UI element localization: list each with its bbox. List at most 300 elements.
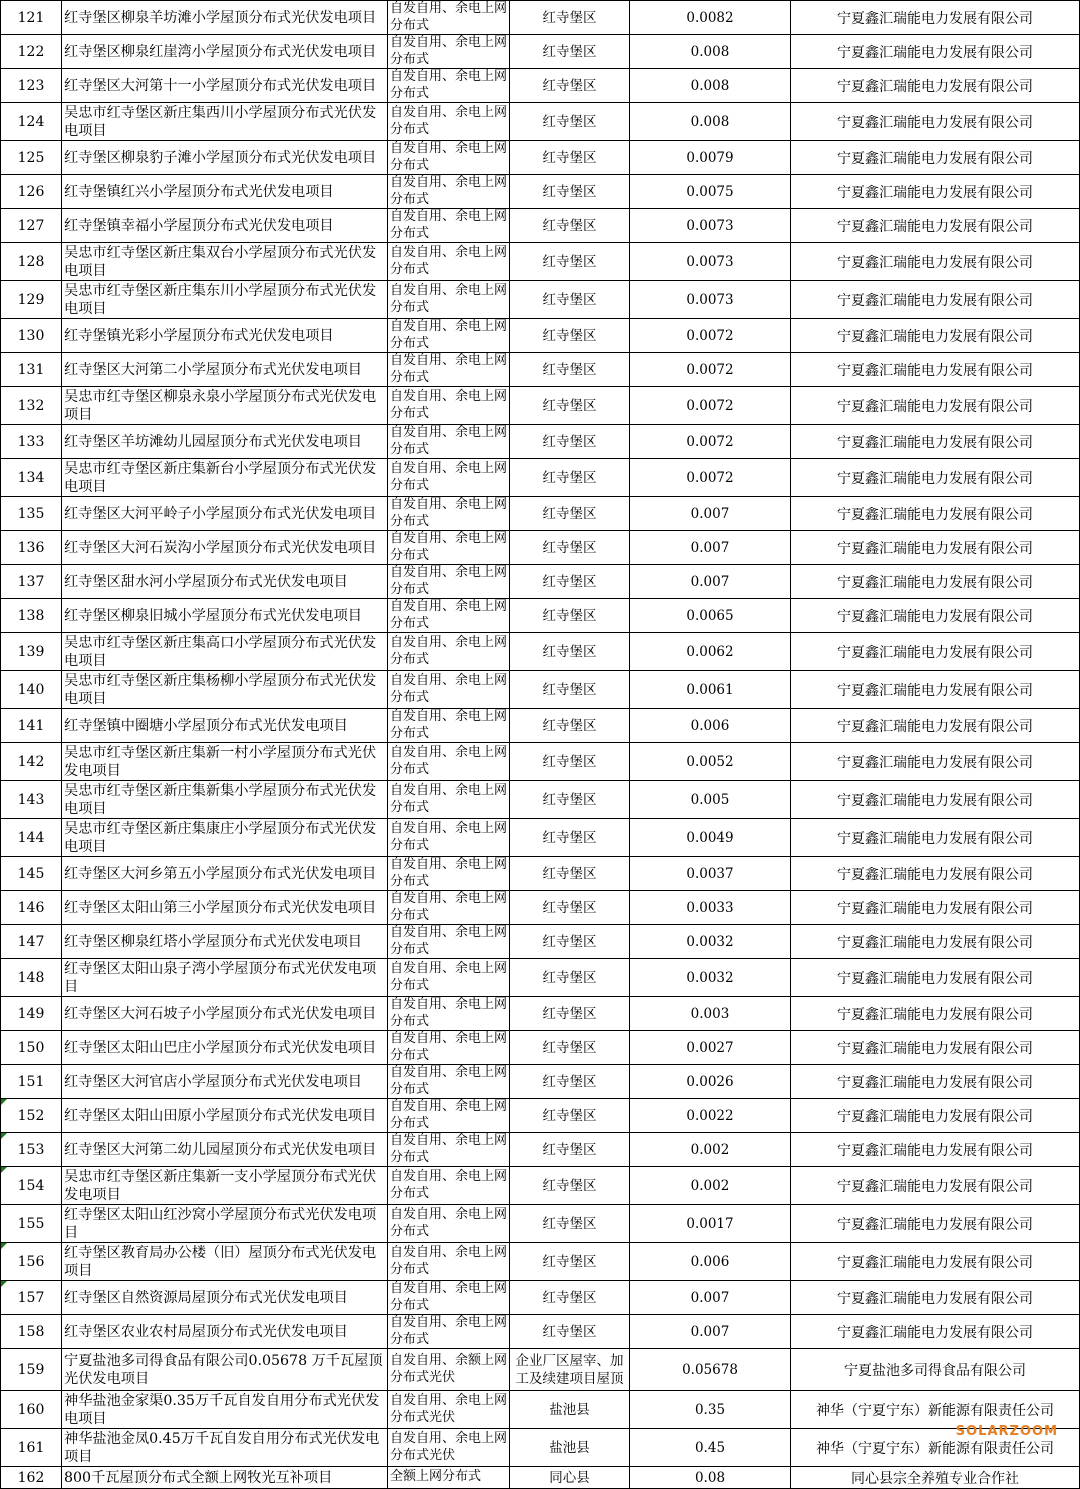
- location-cell: 红寺堡区: [510, 709, 630, 743]
- project-name-cell: 红寺堡区教育局办公楼（旧）屋顶分布式光伏发电项目: [62, 1243, 388, 1281]
- table-row: [1, 1099, 1080, 1133]
- location-cell: 红寺堡区: [510, 1281, 630, 1315]
- row-number-cell: 138: [1, 599, 62, 633]
- project-name-cell: 红寺堡区羊坊滩幼儿园屋顶分布式光伏发电项目: [62, 425, 388, 459]
- cell-marker-icon: [1, 1099, 7, 1105]
- connection-mode-cell: 自发自用、余电上网分布式: [388, 1167, 510, 1205]
- connection-mode-cell: 自发自用、余电上网分布式: [388, 459, 510, 497]
- company-cell: 宁夏鑫汇瑞能电力发展有限公司: [791, 319, 1080, 353]
- location-cell: 红寺堡区: [510, 459, 630, 497]
- row-number-cell: 135: [1, 497, 62, 531]
- table-row: [1, 743, 1080, 781]
- row-number-cell: 149: [1, 997, 62, 1031]
- project-name-cell: 红寺堡区太阳山巴庄小学屋顶分布式光伏发电项目: [62, 1031, 388, 1065]
- project-name-cell: 吴忠市红寺堡区新庄集高口小学屋顶分布式光伏发电项目: [62, 633, 388, 671]
- table-row: [1, 69, 1080, 103]
- company-cell: 宁夏鑫汇瑞能电力发展有限公司: [791, 1, 1080, 35]
- table-row: [1, 103, 1080, 141]
- capacity-cell: 0.006: [630, 1243, 791, 1281]
- connection-mode-cell: 自发自用、余电上网分布式: [388, 671, 510, 709]
- location-cell: 红寺堡区: [510, 103, 630, 141]
- table-row: [1, 1031, 1080, 1065]
- row-number-cell: 137: [1, 565, 62, 599]
- connection-mode-cell: 自发自用、余电上网分布式: [388, 891, 510, 925]
- location-cell: 红寺堡区: [510, 531, 630, 565]
- connection-mode-cell: 自发自用、余电上网分布式: [388, 531, 510, 565]
- location-cell: 红寺堡区: [510, 35, 630, 69]
- connection-mode-cell: 自发自用、余电上网分布式: [388, 497, 510, 531]
- table-row: [1, 959, 1080, 997]
- company-cell: 宁夏盐池多司得食品有限公司: [791, 1349, 1080, 1391]
- capacity-cell: 0.0017: [630, 1205, 791, 1243]
- company-cell: 宁夏鑫汇瑞能电力发展有限公司: [791, 175, 1080, 209]
- capacity-cell: 0.0073: [630, 243, 791, 281]
- company-cell: 宁夏鑫汇瑞能电力发展有限公司: [791, 1205, 1080, 1243]
- capacity-cell: 0.0072: [630, 459, 791, 497]
- capacity-cell: 0.007: [630, 1315, 791, 1349]
- company-cell: 宁夏鑫汇瑞能电力发展有限公司: [791, 497, 1080, 531]
- connection-mode-cell: 自发自用、余电上网分布式: [388, 857, 510, 891]
- connection-mode-cell: 自发自用、余电上网分布式: [388, 209, 510, 243]
- connection-mode-cell: 自发自用、余电上网分布式: [388, 565, 510, 599]
- capacity-cell: 0.0075: [630, 175, 791, 209]
- location-cell: 红寺堡区: [510, 1065, 630, 1099]
- project-name-cell: 吴忠市红寺堡区新庄集新集小学屋顶分布式光伏发电项目: [62, 781, 388, 819]
- company-cell: 宁夏鑫汇瑞能电力发展有限公司: [791, 671, 1080, 709]
- company-cell: 宁夏鑫汇瑞能电力发展有限公司: [791, 103, 1080, 141]
- connection-mode-cell: 自发自用、余电上网分布式: [388, 1281, 510, 1315]
- company-cell: 宁夏鑫汇瑞能电力发展有限公司: [791, 387, 1080, 425]
- company-cell: 宁夏鑫汇瑞能电力发展有限公司: [791, 709, 1080, 743]
- location-cell: 红寺堡区: [510, 633, 630, 671]
- connection-mode-cell: 自发自用、余电上网分布式: [388, 141, 510, 175]
- project-name-cell: 吴忠市红寺堡区新庄集康庄小学屋顶分布式光伏发电项目: [62, 819, 388, 857]
- project-name-cell: 吴忠市红寺堡区新庄集双台小学屋顶分布式光伏发电项目: [62, 243, 388, 281]
- row-number-cell: 131: [1, 353, 62, 387]
- connection-mode-cell: 自发自用、余电上网分布式: [388, 103, 510, 141]
- table-row: [1, 1243, 1080, 1281]
- location-cell: 红寺堡区: [510, 565, 630, 599]
- location-cell: 红寺堡区: [510, 69, 630, 103]
- row-number-cell: 160: [1, 1391, 62, 1429]
- company-cell: 宁夏鑫汇瑞能电力发展有限公司: [791, 69, 1080, 103]
- location-cell: 红寺堡区: [510, 743, 630, 781]
- project-name-cell: 红寺堡区太阳山泉子湾小学屋顶分布式光伏发电项目: [62, 959, 388, 997]
- connection-mode-cell: 自发自用、余电上网分布式: [388, 1099, 510, 1133]
- project-name-cell: 吴忠市红寺堡区新庄集新一支小学屋顶分布式光伏发电项目: [62, 1167, 388, 1205]
- capacity-cell: 0.0072: [630, 387, 791, 425]
- row-number-cell: 127: [1, 209, 62, 243]
- table-row: [1, 891, 1080, 925]
- company-cell: 宁夏鑫汇瑞能电力发展有限公司: [791, 959, 1080, 997]
- project-name-cell: 宁夏盐池多司得食品有限公司0.05678 万千瓦屋顶光伏发电项目: [62, 1349, 388, 1391]
- row-number-cell: 155: [1, 1205, 62, 1243]
- capacity-cell: 0.006: [630, 709, 791, 743]
- table-row: [1, 1391, 1080, 1429]
- project-name-cell: 红寺堡区太阳山田原小学屋顶分布式光伏发电项目: [62, 1099, 388, 1133]
- row-number-cell: 140: [1, 671, 62, 709]
- project-name-cell: 红寺堡区柳泉旧城小学屋顶分布式光伏发电项目: [62, 599, 388, 633]
- capacity-cell: 0.008: [630, 69, 791, 103]
- row-number-cell: 125: [1, 141, 62, 175]
- capacity-cell: 0.0026: [630, 1065, 791, 1099]
- row-number-cell: 148: [1, 959, 62, 997]
- company-cell: 宁夏鑫汇瑞能电力发展有限公司: [791, 281, 1080, 319]
- row-number-cell: 130: [1, 319, 62, 353]
- location-cell: 红寺堡区: [510, 1243, 630, 1281]
- project-name-cell: 吴忠市红寺堡区新庄集新台小学屋顶分布式光伏发电项目: [62, 459, 388, 497]
- table-row: [1, 281, 1080, 319]
- project-name-cell: 红寺堡区大河石坡子小学屋顶分布式光伏发电项目: [62, 997, 388, 1031]
- table-row: [1, 857, 1080, 891]
- capacity-cell: 0.08: [630, 1467, 791, 1489]
- row-number-cell: 126: [1, 175, 62, 209]
- capacity-cell: 0.007: [630, 497, 791, 531]
- cell-marker-icon: [1, 1243, 7, 1249]
- company-cell: 宁夏鑫汇瑞能电力发展有限公司: [791, 209, 1080, 243]
- capacity-cell: 0.008: [630, 35, 791, 69]
- row-number-cell: 150: [1, 1031, 62, 1065]
- row-number-cell: 161: [1, 1429, 62, 1467]
- location-cell: 红寺堡区: [510, 425, 630, 459]
- company-cell: 宁夏鑫汇瑞能电力发展有限公司: [791, 1315, 1080, 1349]
- project-name-cell: 吴忠市红寺堡区新庄集西川小学屋顶分布式光伏发电项目: [62, 103, 388, 141]
- project-name-cell: 红寺堡区大河官店小学屋顶分布式光伏发电项目: [62, 1065, 388, 1099]
- table-row: [1, 1133, 1080, 1167]
- table-row: [1, 925, 1080, 959]
- company-cell: 宁夏鑫汇瑞能电力发展有限公司: [791, 1031, 1080, 1065]
- capacity-cell: 0.0032: [630, 959, 791, 997]
- location-cell: 红寺堡区: [510, 599, 630, 633]
- table-row: [1, 175, 1080, 209]
- project-name-cell: 吴忠市红寺堡区新庄集东川小学屋顶分布式光伏发电项目: [62, 281, 388, 319]
- connection-mode-cell: 自发自用、余电上网分布式: [388, 175, 510, 209]
- cell-marker-icon: [1, 1167, 7, 1173]
- table-row: [1, 565, 1080, 599]
- company-cell: 宁夏鑫汇瑞能电力发展有限公司: [791, 1065, 1080, 1099]
- table-row: [1, 35, 1080, 69]
- table-row: [1, 819, 1080, 857]
- location-cell: 红寺堡区: [510, 857, 630, 891]
- connection-mode-cell: 自发自用、余电上网分布式: [388, 319, 510, 353]
- row-number-cell: 133: [1, 425, 62, 459]
- capacity-cell: 0.0022: [630, 1099, 791, 1133]
- row-number-cell: 139: [1, 633, 62, 671]
- location-cell: 红寺堡区: [510, 175, 630, 209]
- project-name-cell: 红寺堡区大河第二幼儿园屋顶分布式光伏发电项目: [62, 1133, 388, 1167]
- company-cell: 宁夏鑫汇瑞能电力发展有限公司: [791, 531, 1080, 565]
- table-row: [1, 531, 1080, 565]
- capacity-cell: 0.45: [630, 1429, 791, 1467]
- capacity-cell: 0.0082: [630, 1, 791, 35]
- location-cell: 红寺堡区: [510, 819, 630, 857]
- capacity-cell: 0.005: [630, 781, 791, 819]
- row-number-cell: 158: [1, 1315, 62, 1349]
- project-name-cell: 红寺堡镇中圈塘小学屋顶分布式光伏发电项目: [62, 709, 388, 743]
- capacity-cell: 0.0062: [630, 633, 791, 671]
- location-cell: 红寺堡区: [510, 319, 630, 353]
- location-cell: 红寺堡区: [510, 1031, 630, 1065]
- location-cell: 红寺堡区: [510, 209, 630, 243]
- project-name-cell: 红寺堡区甜水河小学屋顶分布式光伏发电项目: [62, 565, 388, 599]
- row-number-cell: 146: [1, 891, 62, 925]
- location-cell: 红寺堡区: [510, 671, 630, 709]
- company-cell: 宁夏鑫汇瑞能电力发展有限公司: [791, 565, 1080, 599]
- table-row: [1, 997, 1080, 1031]
- capacity-cell: 0.0072: [630, 353, 791, 387]
- connection-mode-cell: 自发自用、余额上网分布式光伏: [388, 1349, 510, 1391]
- watermark-logo: SOLARZOOM: [955, 1424, 1058, 1439]
- table-row: [1, 459, 1080, 497]
- project-name-cell: 红寺堡区柳泉羊坊滩小学屋顶分布式光伏发电项目: [62, 1, 388, 35]
- capacity-cell: 0.05678: [630, 1349, 791, 1391]
- table-row: [1, 599, 1080, 633]
- project-name-cell: 吴忠市红寺堡区柳泉永泉小学屋顶分布式光伏发电项目: [62, 387, 388, 425]
- connection-mode-cell: 自发自用、余电上网分布式: [388, 743, 510, 781]
- capacity-cell: 0.0033: [630, 891, 791, 925]
- row-number-cell: 141: [1, 709, 62, 743]
- company-cell: 宁夏鑫汇瑞能电力发展有限公司: [791, 1167, 1080, 1205]
- table-row: [1, 781, 1080, 819]
- capacity-cell: 0.0073: [630, 281, 791, 319]
- connection-mode-cell: 自发自用、余电上网分布式: [388, 925, 510, 959]
- table-row: [1, 141, 1080, 175]
- row-number-cell: 156: [1, 1243, 62, 1281]
- company-cell: 宁夏鑫汇瑞能电力发展有限公司: [791, 925, 1080, 959]
- row-number-cell: 142: [1, 743, 62, 781]
- table-row: [1, 1, 1080, 35]
- row-number-cell: 128: [1, 243, 62, 281]
- table-row: [1, 1429, 1080, 1467]
- location-cell: 红寺堡区: [510, 243, 630, 281]
- table-row: [1, 209, 1080, 243]
- row-number-cell: 152: [1, 1099, 62, 1133]
- connection-mode-cell: 自发自用、余电上网分布式: [388, 243, 510, 281]
- table-row: [1, 243, 1080, 281]
- connection-mode-cell: 自发自用、余电上网分布式: [388, 599, 510, 633]
- capacity-cell: 0.0052: [630, 743, 791, 781]
- company-cell: 宁夏鑫汇瑞能电力发展有限公司: [791, 1099, 1080, 1133]
- company-cell: 宁夏鑫汇瑞能电力发展有限公司: [791, 1281, 1080, 1315]
- company-cell: 宁夏鑫汇瑞能电力发展有限公司: [791, 819, 1080, 857]
- project-name-cell: 红寺堡区大河平岭子小学屋顶分布式光伏发电项目: [62, 497, 388, 531]
- project-name-cell: 红寺堡区大河石炭沟小学屋顶分布式光伏发电项目: [62, 531, 388, 565]
- company-cell: 宁夏鑫汇瑞能电力发展有限公司: [791, 633, 1080, 671]
- company-cell: 宁夏鑫汇瑞能电力发展有限公司: [791, 857, 1080, 891]
- connection-mode-cell: 自发自用、余电上网分布式: [388, 35, 510, 69]
- connection-mode-cell: 自发自用、余电上网分布式: [388, 633, 510, 671]
- project-name-cell: 红寺堡区大河乡第五小学屋顶分布式光伏发电项目: [62, 857, 388, 891]
- capacity-cell: 0.0037: [630, 857, 791, 891]
- capacity-cell: 0.008: [630, 103, 791, 141]
- connection-mode-cell: 自发自用、余电上网分布式: [388, 69, 510, 103]
- connection-mode-cell: 自发自用、余电上网分布式光伏: [388, 1429, 510, 1467]
- connection-mode-cell: 全额上网分布式: [388, 1467, 510, 1489]
- company-cell: 宁夏鑫汇瑞能电力发展有限公司: [791, 891, 1080, 925]
- company-cell: 宁夏鑫汇瑞能电力发展有限公司: [791, 1133, 1080, 1167]
- company-cell: 宁夏鑫汇瑞能电力发展有限公司: [791, 743, 1080, 781]
- connection-mode-cell: 自发自用、余电上网分布式: [388, 387, 510, 425]
- capacity-cell: 0.0072: [630, 319, 791, 353]
- company-cell: 宁夏鑫汇瑞能电力发展有限公司: [791, 459, 1080, 497]
- capacity-cell: 0.0049: [630, 819, 791, 857]
- location-cell: 红寺堡区: [510, 925, 630, 959]
- company-cell: 神华（宁夏宁东）新能源有限责任公司: [791, 1429, 1080, 1467]
- connection-mode-cell: 自发自用、余电上网分布式: [388, 353, 510, 387]
- capacity-cell: 0.0065: [630, 599, 791, 633]
- capacity-cell: 0.0072: [630, 425, 791, 459]
- company-cell: 宁夏鑫汇瑞能电力发展有限公司: [791, 1243, 1080, 1281]
- row-number-cell: 136: [1, 531, 62, 565]
- location-cell: 盐池县: [510, 1391, 630, 1429]
- capacity-cell: 0.002: [630, 1167, 791, 1205]
- location-cell: 红寺堡区: [510, 997, 630, 1031]
- project-name-cell: 红寺堡区自然资源局屋顶分布式光伏发电项目: [62, 1281, 388, 1315]
- table-row: [1, 1065, 1080, 1099]
- company-cell: 宁夏鑫汇瑞能电力发展有限公司: [791, 35, 1080, 69]
- project-name-cell: 红寺堡区农业农村局屋顶分布式光伏发电项目: [62, 1315, 388, 1349]
- connection-mode-cell: 自发自用、余电上网分布式: [388, 819, 510, 857]
- row-number-cell: 145: [1, 857, 62, 891]
- cell-marker-icon: [1, 1281, 7, 1287]
- connection-mode-cell: 自发自用、余电上网分布式: [388, 709, 510, 743]
- location-cell: 红寺堡区: [510, 141, 630, 175]
- capacity-cell: 0.0032: [630, 925, 791, 959]
- row-number-cell: 121: [1, 1, 62, 35]
- connection-mode-cell: 自发自用、余电上网分布式: [388, 1031, 510, 1065]
- location-cell: 红寺堡区: [510, 497, 630, 531]
- row-number-cell: 132: [1, 387, 62, 425]
- location-cell: 红寺堡区: [510, 1205, 630, 1243]
- connection-mode-cell: 自发自用、余电上网分布式: [388, 1065, 510, 1099]
- table-row: [1, 497, 1080, 531]
- capacity-cell: 0.0027: [630, 1031, 791, 1065]
- company-cell: 宁夏鑫汇瑞能电力发展有限公司: [791, 997, 1080, 1031]
- table-row: [1, 633, 1080, 671]
- table-row: [1, 1349, 1080, 1391]
- cell-marker-icon: [1, 1133, 7, 1139]
- capacity-cell: 0.0079: [630, 141, 791, 175]
- row-number-cell: 147: [1, 925, 62, 959]
- table-row: [1, 387, 1080, 425]
- table-row: [1, 709, 1080, 743]
- project-name-cell: 红寺堡区太阳山第三小学屋顶分布式光伏发电项目: [62, 891, 388, 925]
- project-name-cell: 红寺堡镇光彩小学屋顶分布式光伏发电项目: [62, 319, 388, 353]
- table-row: [1, 1205, 1080, 1243]
- location-cell: 红寺堡区: [510, 1315, 630, 1349]
- row-number-cell: 153: [1, 1133, 62, 1167]
- company-cell: 宁夏鑫汇瑞能电力发展有限公司: [791, 243, 1080, 281]
- location-cell: 红寺堡区: [510, 387, 630, 425]
- table-row: [1, 1167, 1080, 1205]
- project-name-cell: 吴忠市红寺堡区新庄集杨柳小学屋顶分布式光伏发电项目: [62, 671, 388, 709]
- capacity-cell: 0.007: [630, 531, 791, 565]
- project-name-cell: 红寺堡镇红兴小学屋顶分布式光伏发电项目: [62, 175, 388, 209]
- project-name-cell: 红寺堡区柳泉豹子滩小学屋顶分布式光伏发电项目: [62, 141, 388, 175]
- company-cell: 宁夏鑫汇瑞能电力发展有限公司: [791, 781, 1080, 819]
- table-row: [1, 1281, 1080, 1315]
- row-number-cell: 122: [1, 35, 62, 69]
- table-row: [1, 1315, 1080, 1349]
- company-cell: 宁夏鑫汇瑞能电力发展有限公司: [791, 353, 1080, 387]
- connection-mode-cell: 自发自用、余电上网分布式: [388, 1205, 510, 1243]
- company-cell: 同心县宗全养殖专业合作社: [791, 1467, 1080, 1489]
- capacity-cell: 0.003: [630, 997, 791, 1031]
- location-cell: 红寺堡区: [510, 1133, 630, 1167]
- project-name-cell: 红寺堡区大河第二小学屋顶分布式光伏发电项目: [62, 353, 388, 387]
- location-cell: 企业厂区屋宰、加工及续建项目屋顶: [510, 1349, 630, 1391]
- row-number-cell: 159: [1, 1349, 62, 1391]
- connection-mode-cell: 自发自用、余电上网分布式: [388, 997, 510, 1031]
- project-name-cell: 神华盐池金家渠0.35万千瓦自发自用分布式光伏发电项目: [62, 1391, 388, 1429]
- row-number-cell: 154: [1, 1167, 62, 1205]
- company-cell: 神华（宁夏宁东）新能源有限责任公司: [791, 1391, 1080, 1429]
- table-body: [1, 1, 1080, 1489]
- connection-mode-cell: 自发自用、余电上网分布式: [388, 1, 510, 35]
- location-cell: 同心县: [510, 1467, 630, 1489]
- project-name-cell: 红寺堡镇幸福小学屋顶分布式光伏发电项目: [62, 209, 388, 243]
- location-cell: 红寺堡区: [510, 281, 630, 319]
- row-number-cell: 144: [1, 819, 62, 857]
- table-row: [1, 1467, 1080, 1489]
- row-number-cell: 134: [1, 459, 62, 497]
- connection-mode-cell: 自发自用、余电上网分布式: [388, 425, 510, 459]
- table-row: [1, 319, 1080, 353]
- capacity-cell: 0.0073: [630, 209, 791, 243]
- row-number-cell: 123: [1, 69, 62, 103]
- location-cell: 红寺堡区: [510, 781, 630, 819]
- company-cell: 宁夏鑫汇瑞能电力发展有限公司: [791, 425, 1080, 459]
- connection-mode-cell: 自发自用、余电上网分布式: [388, 1133, 510, 1167]
- location-cell: 红寺堡区: [510, 1167, 630, 1205]
- connection-mode-cell: 自发自用、余电上网分布式光伏: [388, 1391, 510, 1429]
- location-cell: 盐池县: [510, 1429, 630, 1467]
- project-name-cell: 红寺堡区柳泉红崖湾小学屋顶分布式光伏发电项目: [62, 35, 388, 69]
- project-name-cell: 红寺堡区柳泉红塔小学屋顶分布式光伏发电项目: [62, 925, 388, 959]
- project-name-cell: 红寺堡区太阳山红沙窝小学屋顶分布式光伏发电项目: [62, 1205, 388, 1243]
- table-row: [1, 671, 1080, 709]
- connection-mode-cell: 自发自用、余电上网分布式: [388, 1315, 510, 1349]
- connection-mode-cell: 自发自用、余电上网分布式: [388, 281, 510, 319]
- row-number-cell: 143: [1, 781, 62, 819]
- connection-mode-cell: 自发自用、余电上网分布式: [388, 1243, 510, 1281]
- capacity-cell: 0.007: [630, 565, 791, 599]
- capacity-cell: 0.007: [630, 1281, 791, 1315]
- project-name-cell: 吴忠市红寺堡区新庄集新一村小学屋顶分布式光伏发电项目: [62, 743, 388, 781]
- location-cell: 红寺堡区: [510, 891, 630, 925]
- project-name-cell: 800千瓦屋顶分布式全额上网牧光互补项目: [62, 1467, 388, 1489]
- company-cell: 宁夏鑫汇瑞能电力发展有限公司: [791, 599, 1080, 633]
- location-cell: 红寺堡区: [510, 1099, 630, 1133]
- project-name-cell: 神华盐池金凤0.45万千瓦自发自用分布式光伏发电项目: [62, 1429, 388, 1467]
- connection-mode-cell: 自发自用、余电上网分布式: [388, 959, 510, 997]
- row-number-cell: 129: [1, 281, 62, 319]
- location-cell: 红寺堡区: [510, 1, 630, 35]
- location-cell: 红寺堡区: [510, 959, 630, 997]
- row-number-cell: 151: [1, 1065, 62, 1099]
- company-cell: 宁夏鑫汇瑞能电力发展有限公司: [791, 141, 1080, 175]
- project-name-cell: 红寺堡区大河第十一小学屋顶分布式光伏发电项目: [62, 69, 388, 103]
- row-number-cell: 124: [1, 103, 62, 141]
- row-number-cell: 162: [1, 1467, 62, 1489]
- table-row: [1, 425, 1080, 459]
- capacity-cell: 0.0061: [630, 671, 791, 709]
- capacity-cell: 0.002: [630, 1133, 791, 1167]
- row-number-cell: 157: [1, 1281, 62, 1315]
- location-cell: 红寺堡区: [510, 353, 630, 387]
- capacity-cell: 0.35: [630, 1391, 791, 1429]
- connection-mode-cell: 自发自用、余电上网分布式: [388, 781, 510, 819]
